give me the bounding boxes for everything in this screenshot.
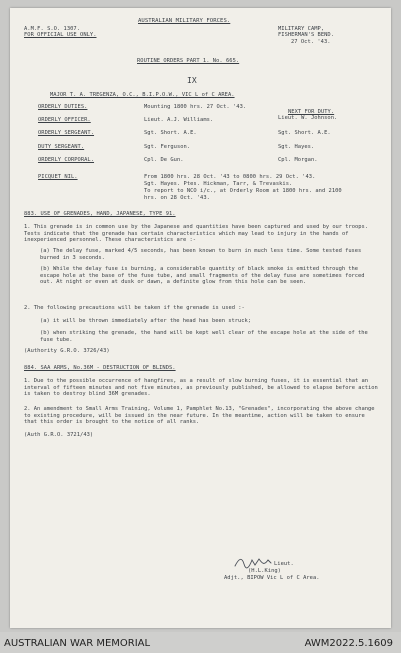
archive-name: AUSTRALIAN WAR MEMORIAL [4,638,151,649]
sub-paragraph: (b) While the delay fuse is burning, a considerable quantity of black smoke is emitted through the escape hole at the base of the fuse tube, and small fragments of the delay fuse are sometimes forced out. At night or even at dusk or dawn, a definite glow from this hole can be seen. [40,266,365,286]
sub-paragraph: (a) The delay fuse, marked 4/5 seconds, has been known to burn in much less time. Some tested fuses burned in 3 seconds. [40,248,362,261]
duty-current: Sgt. Ferguson. [144,144,191,150]
duty-next: Cpl. Morgan. [278,157,318,163]
paragraph: 2. An amendment to Small Arms Training, Volume 1, Pamphlet No.13, "Grenades", incorporating the above change to existing procedure, will be issued in the near future. In the meantime, action will be taken to ensure that this order is brought to the notice of all ranks. [24,406,375,426]
duty-label: ORDERLY CORPORAL. [38,157,95,163]
duty-next: Lieut. W. Johnson. [278,115,338,121]
place-line: FISHERMAN'S BEND. [278,32,335,38]
ref-line: A.M.F. S.O. 1307. [24,26,81,32]
signatory-title: Adjt., BIPOW Vic L of C Area. [224,575,320,581]
commander-line: MAJOR T. A. TREGENZA, O.C., B.I.P.O.W., VIC L of C AREA. [50,92,235,98]
picquet-label: PICQUET NIL. [38,174,78,180]
sub-paragraph: (a) it will be thrown immediately after the head has been struck; [40,318,251,324]
camp-line: MILITARY CAMP, [278,26,325,32]
signatory-rank: Lieut. [274,561,294,567]
section-number: IX [187,76,197,85]
duty-current: Lieut. A.J. Williams. [144,117,214,123]
duty-current: Sgt. Short. A.E. [144,130,197,136]
duty-label: DUTY SERGEANT. [38,144,85,150]
sub-paragraph: (b) when striking the grenade, the hand will be kept well clear of the escape hole at the side of the fuse tube. [40,330,368,343]
duty-label: ORDERLY SERGEANT. [38,130,95,136]
document-page [10,8,391,628]
authority-note: (Auth G.R.O. 3721/43) [24,432,94,438]
next-for-duty-label: NEXT FOR DUTY. [288,109,335,115]
page-title: AUSTRALIAN MILITARY FORCES. [138,18,231,24]
picquet-line: hrs. on 28 Oct. '43. [144,195,210,201]
paragraph: 1. Due to the possible occurrence of hangfires, as a result of slow burning fuses, it is essential that an interval of fifteen minutes and not five minutes, as previously published, be allowed to elapse before action is taken to destroy blind 36M grenades. [24,378,378,398]
signatory-name: (H.L.King) [248,568,281,574]
archive-footer [0,632,401,653]
picquet-line: To report to NCO i/c., at Orderly Room at 1800 hrs. and 2100 [144,188,342,194]
duty-label: ORDERLY OFFICER. [38,117,91,123]
mounting-line: Mounting 1800 hrs. 27 Oct. '43. [144,104,247,110]
section-heading: 884. SAA ARMS, No.36M - DESTRUCTION OF BLINDS. [24,365,176,371]
date-line: 27 Oct. '43. [291,39,331,45]
order-title: ROUTINE ORDERS PART 1. No. 665. [137,58,240,64]
orderly-duties-label: ORDERLY DUTIES. [38,104,88,110]
duty-next: Sgt. Hayes. [278,144,315,150]
accession-number: AWM2022.5.1609 [304,638,393,649]
authority-note: (Authority G.R.O. 3726/43) [24,348,110,354]
picquet-line: From 1800 hrs. 28 Oct. '43 to 0800 hrs. 29 Oct. '43. [144,174,316,180]
duty-current: Cpl. De Gun. [144,157,184,163]
duty-next: Sgt. Short. A.E. [278,130,331,136]
paragraph: 2. The following precautions will be taken if the grenade is used :- [24,305,245,311]
official-use-notice: FOR OFFICIAL USE ONLY. [24,32,97,38]
picquet-line: Sgt. Hayes. Ptes. Hickman, Tarr, & Trevaskis. [144,181,293,187]
paragraph: 1. This grenade is in common use by the Japanese and quantities have been captured and used by our troops. Tests indicate that the grenade has certain characteristics which may lead to injury in the hands of inexperienced personnel. These characteristics are :- [24,224,369,244]
section-heading: 883. USE OF GRENADES, HAND, JAPANESE, TYPE 91. [24,211,176,217]
